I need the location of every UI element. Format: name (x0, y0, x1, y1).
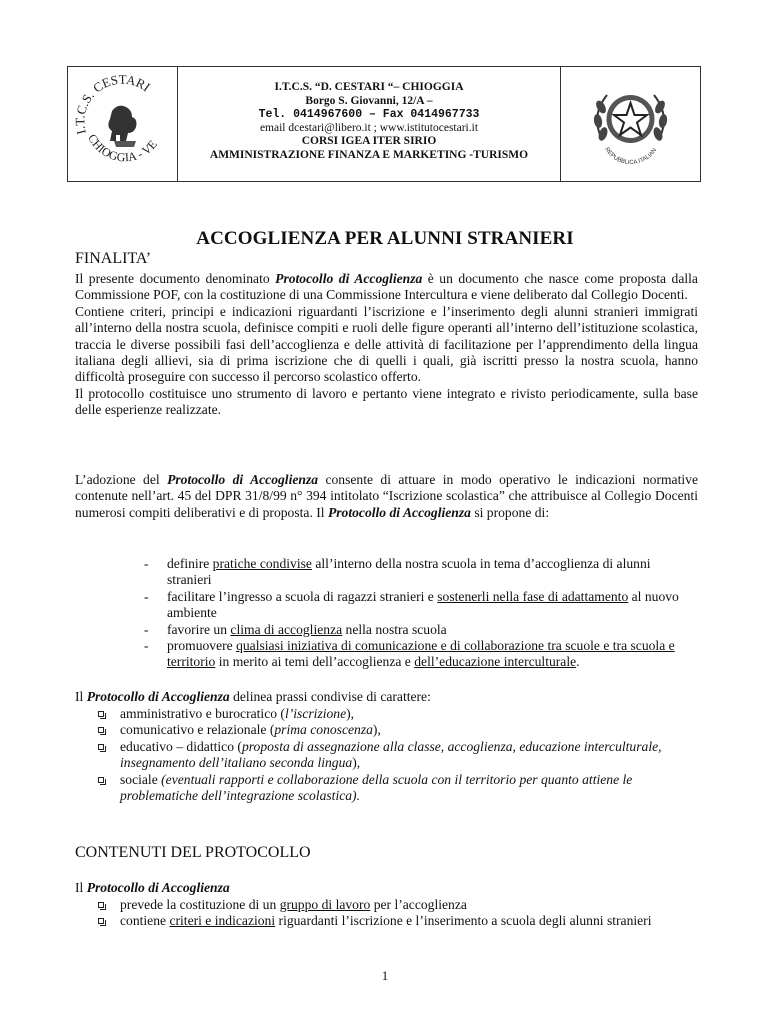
school-name: I.T.C.S. “D. CESTARI “– CHIOGGIA (274, 81, 464, 93)
adozione-paragraph: L’adozione del Protocollo di Accoglienza consente di attuare in modo operativo le indicazioni normative contenute nell’art. 45 del DPR 31/8/99 n° 394 intitolato “Iscrizione scolastica” che attribuisce al Collegio Docenti numerosi compiti deliberativi e di proposta. Il Protocollo di Accoglienza si propone di: (75, 472, 698, 520)
prassi-intro: Il Protocollo di Accoglienza delinea prassi condivise di carattere: (75, 689, 431, 704)
school-email: email dcestari@libero.it ; www.istitutocestari.it (259, 121, 479, 134)
svg-text:CHIOGGIA - VE: CHIOGGIA - VE (85, 131, 160, 165)
checkbox-bullet-icon (98, 711, 104, 717)
list-item: educativo – didattico (proposta di assegnazione alla classe, accoglienza, educazione interculturale, insegnamento dell’italiano seconda lingua), (75, 739, 698, 772)
list-item: contiene criteri e indicazioni riguardanti l’iscrizione e l’inserimento a scuola degli alunni stranieri (75, 913, 698, 929)
letterhead (67, 66, 701, 182)
checkbox-bullet-icon (98, 902, 104, 908)
list-item: comunicativo e relazionale (prima conoscenza), (75, 722, 698, 738)
objectives-list (75, 556, 698, 671)
contenuti-list (75, 897, 698, 930)
list-item: sociale (eventuali rapporti e collaborazione della scuola con il territorio per quanto attiene le problematiche dell’integrazione scolastica). (75, 772, 698, 805)
section-heading-finalita: FINALITA’ (75, 250, 152, 267)
page-number: 1 (381, 968, 389, 983)
list-item: prevede la costituzione di un gruppo di lavoro per l’accoglienza (75, 897, 698, 913)
checkbox-bullet-icon (98, 777, 104, 783)
prassi-list (75, 706, 698, 804)
list-item: - promuovere qualsiasi iniziativa di comunicazione e di collaborazione tra scuole e tra scuola e territorio in merito ai temi dell’accoglienza e dell’educazione interculturale. (144, 638, 675, 670)
school-courses: CORSI IGEA ITER SIRIO (301, 135, 437, 147)
checkbox-bullet-icon (98, 918, 104, 924)
school-phone: Tel. 0414967600 – Fax 0414967733 (258, 108, 480, 121)
italian-emblem-icon (561, 67, 700, 181)
section-heading-contenuti: CONTENUTI DEL PROTOCOLLO (75, 844, 311, 861)
checkbox-bullet-icon (98, 744, 104, 750)
list-item: amministrativo e burocratico (l’iscrizione), (75, 706, 698, 722)
document-title: ACCOGLIENZA PER ALUNNI STRANIERI (196, 228, 574, 249)
list-item: - definire pratiche condivise all’interno della nostra scuola in tema d’accoglienza di alunni stranieri (144, 556, 651, 588)
checkbox-bullet-icon (98, 727, 104, 733)
paragraph: Il protocollo costituisce uno strumento di lavoro e pertanto viene integrato e rivisto periodicamente, sulla base delle esperienze realizzate. (75, 385, 698, 418)
republic-emblem (560, 67, 700, 181)
svg-text:I.T.C.S. CESTARI: I.T.C.S. CESTARI (72, 71, 154, 136)
school-logo (68, 67, 178, 181)
svg-text:REPUBBLICA ITALIANA: REPUBBLICA ITALIAN (603, 146, 659, 167)
paragraph: Il presente documento denominato Protocollo di Accoglienza è un documento che nasce come proposta dalla Commissione POF, con la costituzione di una Commissione Intercultura e viene deliberato dal Collegio Docenti. (75, 271, 698, 303)
paragraph: Contiene criteri, principi e indicazioni riguardanti l’iscrizione e l’inserimento degli alunni stranieri immigrati all’interno della nostra scuola, definisce compiti e ruoli delle figure operanti all’interno dell’istituzione scolastica, traccia le diverse possibili fasi dell’accoglienza e delle attività di facilitazione per l’apprendimento della lingua italiana degli allievi, sia di prima iscrizione che di quelli i quali, già iscritti presso la nostra scuola, hanno difficoltà proseguire con successo il percorso scolastico offerto. (75, 303, 698, 385)
list-item: - favorire un clima di accoglienza nella nostra scuola (144, 621, 447, 637)
list-item: - facilitare l’ingresso a scuola di ragazzi stranieri e sostenerli nella fase di adattamento al nuovo ambiente (144, 588, 679, 621)
contenuti-intro: Il Protocollo di Accoglienza (75, 880, 230, 895)
finalita-text (75, 271, 698, 419)
school-address: Borgo S. Giovanni, 12/A – (305, 94, 433, 107)
school-department: AMMINISTRAZIONE FINANZA E MARKETING -TURISMO (209, 148, 529, 161)
cestari-logo-icon (68, 67, 177, 181)
school-info (178, 67, 560, 181)
